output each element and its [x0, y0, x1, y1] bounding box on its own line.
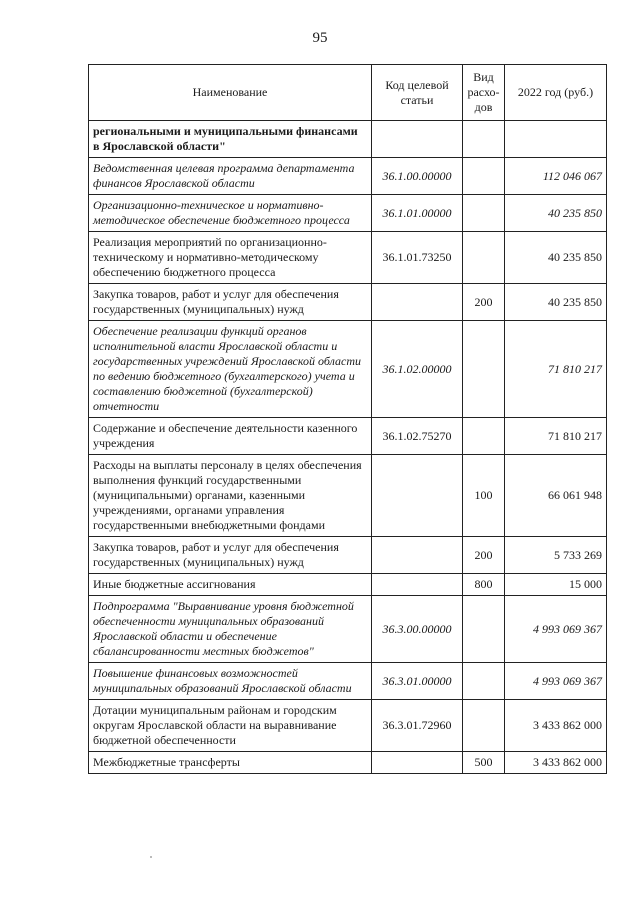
row-code: 36.1.01.00000: [372, 195, 463, 232]
row-type: [463, 232, 505, 284]
row-amount: 71 810 217: [505, 321, 607, 418]
row-code: 36.1.02.00000: [372, 321, 463, 418]
table-row: [89, 158, 607, 195]
row-name: Ведомственная целевая программа департамента финансов Ярославской области: [89, 158, 372, 195]
row-type: [463, 700, 505, 752]
header-type: Вид расхо-дов: [463, 65, 505, 121]
row-type: 500: [463, 752, 505, 774]
row-name: Организационно-техническое и нормативно-методическое обеспечение бюджетного процесса: [89, 195, 372, 232]
row-amount: 3 433 862 000: [505, 700, 607, 752]
row-type: [463, 418, 505, 455]
row-code: 36.3.00.00000: [372, 596, 463, 663]
row-code: [372, 752, 463, 774]
row-type: [463, 121, 505, 158]
table-row: [89, 232, 607, 284]
header-name: Наименование: [89, 65, 372, 121]
row-type: 100: [463, 455, 505, 537]
row-amount: 4 993 069 367: [505, 663, 607, 700]
table-body: [89, 121, 607, 774]
table-row: [89, 321, 607, 418]
row-name: Содержание и обеспечение деятельности казенного учреждения: [89, 418, 372, 455]
row-amount: [505, 121, 607, 158]
row-amount: 40 235 850: [505, 232, 607, 284]
row-name: региональными и муниципальными финансами в Ярославской области": [89, 121, 372, 158]
header-amount: 2022 год (руб.): [505, 65, 607, 121]
row-code: [372, 455, 463, 537]
row-amount: 3 433 862 000: [505, 752, 607, 774]
row-amount: 71 810 217: [505, 418, 607, 455]
row-type: [463, 596, 505, 663]
scan-speck: [150, 856, 152, 858]
row-type: [463, 158, 505, 195]
row-type: [463, 321, 505, 418]
table-row: [89, 418, 607, 455]
row-amount: 112 046 067: [505, 158, 607, 195]
table-row: [89, 455, 607, 537]
row-code: 36.1.00.00000: [372, 158, 463, 195]
row-code: [372, 574, 463, 596]
row-amount: 40 235 850: [505, 195, 607, 232]
row-amount: 15 000: [505, 574, 607, 596]
row-code: [372, 284, 463, 321]
row-code: 36.1.02.75270: [372, 418, 463, 455]
row-code: 36.3.01.72960: [372, 700, 463, 752]
row-name: Закупка товаров, работ и услуг для обеспечения государственных (муниципальных) нужд: [89, 537, 372, 574]
row-amount: 40 235 850: [505, 284, 607, 321]
row-amount: 5 733 269: [505, 537, 607, 574]
table-row: [89, 121, 607, 158]
row-name: Межбюджетные трансферты: [89, 752, 372, 774]
row-name: Подпрограмма "Выравнивание уровня бюджетной обеспеченности муниципальных образований Ярославской области и обеспечение сбалансированности местных бюджетов": [89, 596, 372, 663]
page-number: 95: [312, 30, 328, 46]
row-name: Дотации муниципальным районам и городским округам Ярославской области на выравнивание бюджетной обеспеченности: [89, 700, 372, 752]
row-type: 800: [463, 574, 505, 596]
row-code: [372, 121, 463, 158]
row-type: [463, 663, 505, 700]
table-row: [89, 284, 607, 321]
row-type: 200: [463, 537, 505, 574]
header-code: Код целевой статьи: [372, 65, 463, 121]
table-row: [89, 752, 607, 774]
table-row: [89, 537, 607, 574]
table-row: [89, 700, 607, 752]
row-name: Реализация мероприятий по организационно-техническому и нормативно-методическому обеспечению бюджетного процесса: [89, 232, 372, 284]
table-row: [89, 574, 607, 596]
budget-table: [88, 64, 607, 774]
table-row: [89, 195, 607, 232]
row-code: 36.3.01.00000: [372, 663, 463, 700]
row-code: 36.1.01.73250: [372, 232, 463, 284]
row-name: Обеспечение реализации функций органов исполнительной власти Ярославской области и государственных учреждений Ярославской области по ведению бюджетного (бухгалтерского) учета и составлению бюджетной (бухгалтерской) отчетности: [89, 321, 372, 418]
table-header: [89, 65, 607, 121]
row-name: Закупка товаров, работ и услуг для обеспечения государственных (муниципальных) нужд: [89, 284, 372, 321]
row-code: [372, 537, 463, 574]
row-type: [463, 195, 505, 232]
table-row: [89, 663, 607, 700]
row-amount: 66 061 948: [505, 455, 607, 537]
row-name: Повышение финансовых возможностей муниципальных образований Ярославской области: [89, 663, 372, 700]
row-type: 200: [463, 284, 505, 321]
table-row: [89, 596, 607, 663]
row-name: Иные бюджетные ассигнования: [89, 574, 372, 596]
row-name: Расходы на выплаты персоналу в целях обеспечения выполнения функций государственными (муниципальными) органами, казенными учреждениями, органами управления государственными внебюджетными фондами: [89, 455, 372, 537]
row-amount: 4 993 069 367: [505, 596, 607, 663]
